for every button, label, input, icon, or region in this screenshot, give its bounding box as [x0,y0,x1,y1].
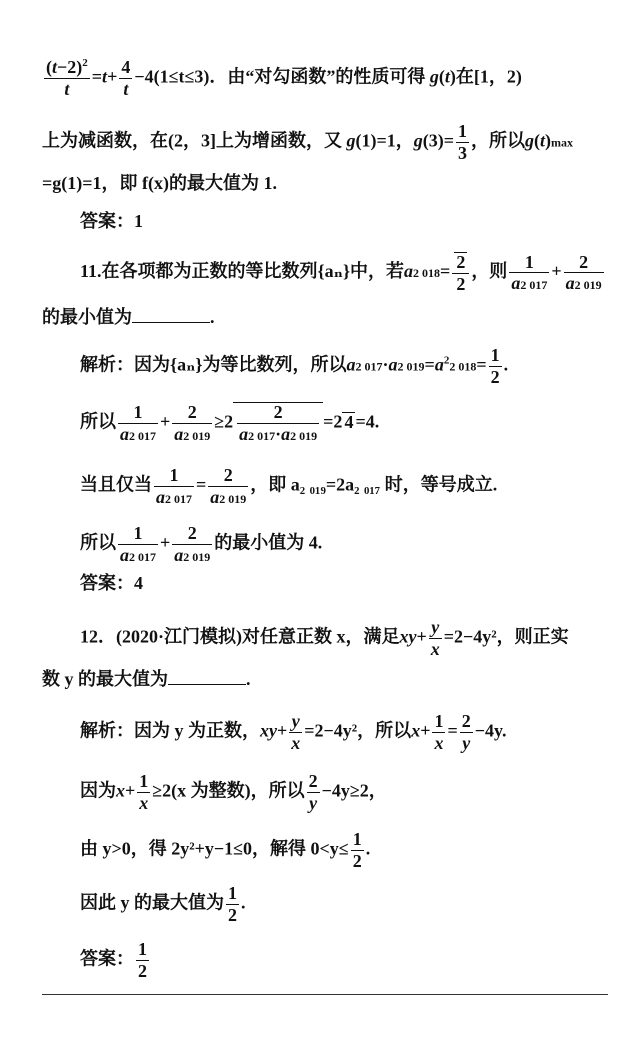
text: −4(1≤t≤3)．由“对勾函数”的性质可得 [134,66,426,87]
answer-label: 答案： [80,948,134,969]
fraction: $\frac{2}{a2 019}$ [565,251,602,294]
fraction: $\frac{1}{3}$ [458,121,468,163]
solution-12-line-1: 解析：因为 y 为正数，xy+ $\frac{y}{x}$ =2−4y²，所以x+ $\frac{1}{x}$ = $\frac{2}{y}$ −4y. [80,711,507,753]
answer-blank [132,306,210,323]
solution-11-line-1: 解析：因为{aₙ}为等比数列，所以a2 017·a2 $019=a^22$ 018= $\frac{1}{2}$ . [80,345,509,387]
fraction: $\frac{y}{x}$ [291,711,301,753]
solution-12-line-3: 由 y>0，得 2y²+y−1≤0，解得 0<y≤ $\frac{1}{2}$ . [80,829,371,871]
text: ≥2(x 为整数)，所以 [152,780,305,801]
text: =1， [376,130,414,151]
question-11-line-2: 的最小值为 . [42,307,215,327]
text: 因为 y 为正数， [134,720,260,741]
text: ，则 [471,261,508,282]
text: =2−4y²，则正实 [443,626,569,647]
answer-blank [168,668,246,685]
solution-12-line-4: 因此 y 的最大值为 $\frac{1}{2}$ . [80,883,246,925]
question-12: 12．(2020·江门模拟)对任意正数 x，满足xy+ $\frac{y}{x}$ =2−4y²，则正实 [80,617,569,659]
fraction: $\frac{2}{y}$ [308,771,318,813]
text: 由 y>0，得 2y²+y−1≤0，解得 0<y≤ [80,838,349,859]
answer-12 [80,940,151,981]
fraction: $\frac{1}{x}$ [139,771,149,813]
fraction: $\frac{2}{2}$ [452,252,469,294]
line-1: $\frac{(t-2)^2}{t}$ =t+ $\frac{4}{t}$ −4(1≤t≤3)．由“对勾函数”的性质可得 g(t)在[1，2) [46,57,522,99]
fraction: $\frac{2}{a2 019}$ [174,523,211,565]
fraction: $\frac{1}{2}$ [490,345,500,387]
fraction: $\frac{1}{a2 017}$ [120,523,156,565]
text: 因此 y 的最大值为 [80,892,224,913]
question-12-line-2: 数 y 的最大值为 . [42,669,251,689]
text: =4. [355,411,380,432]
fraction: $\frac{y}{x}$ [430,617,440,659]
text: 因为{aₙ}为等比数列，所以 [134,354,347,375]
text: =2−4y²，所以 [304,720,412,741]
bottom-rule [42,994,608,995]
solution-11-line-4: 所以 $\frac{1}{a2 017}$ + $\frac{2}{a2 019}$ 的最小值为 4. [80,523,323,565]
text: 所以 [80,411,116,432]
text: 的最小值为 [42,307,132,327]
text: ，所以 [471,130,526,151]
text: 的最小值为 4. [214,532,323,553]
solution-label: 解析： [80,720,134,741]
text: 当且仅当 [80,474,152,495]
text: 数 y 的最大值为 [42,669,168,689]
fraction: $\frac{1}{x}$ [434,711,444,753]
line-3: =g(1)=1，即 f(x)的最大值为 1. [42,173,277,193]
fraction: $\frac{2}{a2 019}$ [210,465,247,507]
solution-12-line-2: 因为x+ $\frac{1}{x}$ ≥2(x 为整数)，所以 $\frac{2}{y}$ −4y≥2， [80,771,387,813]
fraction: $\frac{1}{2}$ [352,829,362,871]
text: 12．(2020·江门模拟)对任意正数 x，满足 [80,626,400,647]
answer-value: 1 [134,211,143,231]
question-11: 11.在各项都为正数的等比数列{aₙ}中，若a2 018= $\frac{2}{2}$ ，则 $\frac{1}{a2 017}$ + $\frac{2}{a2 019}$ [80,251,602,294]
fraction: $\frac{1}{2}$ [228,883,237,925]
text: 11.在各项都为正数的等比数列{aₙ}中，若 [80,261,405,282]
fraction: $\frac{2}{a2 019}$ [174,402,211,444]
fraction: $\frac{1}{2}$ [138,939,147,981]
fraction: $\frac{4}{t}$ [121,57,131,99]
text: −4y. [474,720,507,741]
text: 上为减函数，在(2，3]上为增函数，又 [42,130,342,151]
fraction: $\frac{(t-2)^2}{t}$ [46,57,88,99]
fraction: $\frac{2}{a2 017\cdot a2 019}$ [239,402,318,444]
line-2: 上为减函数，在(2，3]上为增函数，又 g(1)=1，g(3)= $\frac{1}{3}$ ，所以g(t)max [42,121,574,163]
answer-label: 答案： [80,211,134,231]
text: ，即 a₂ ₀₁₉=2a₂ ₀₁₇ 时，等号成立. [250,474,498,495]
text: 所以 [80,532,116,553]
fraction: $\frac{1}{a2 017}$ [511,251,548,294]
fraction: $\frac{2}{y}$ [461,711,471,753]
solution-label: 解析： [80,354,134,375]
text: 在[1，2) [455,66,522,87]
answer-label: 答案： [80,573,134,593]
text: −4y≥2， [321,780,387,801]
fraction: $\frac{1}{a2 017}$ [156,465,192,507]
answer-value: 4 [134,573,143,593]
text: 因为 [80,780,116,801]
fraction: $\frac{1}{a2 017}$ [120,402,156,444]
solution-11-line-2: 所以 $\frac{1}{a2 017}$ + $\frac{2}{a2 019}$ ≥2 $\frac{2}{a2 017\cdot a2 019}$ =2 4 =4. [80,402,380,444]
solution-11-line-3: 当且仅当 $\frac{1}{a2 017}$ = $\frac{2}{a2 019}$ ，即 a₂ ₀₁₉=2a₂ ₀₁₇ 时，等号成立. [80,465,498,507]
answer-11 [80,574,143,592]
answer-10 [80,212,143,230]
